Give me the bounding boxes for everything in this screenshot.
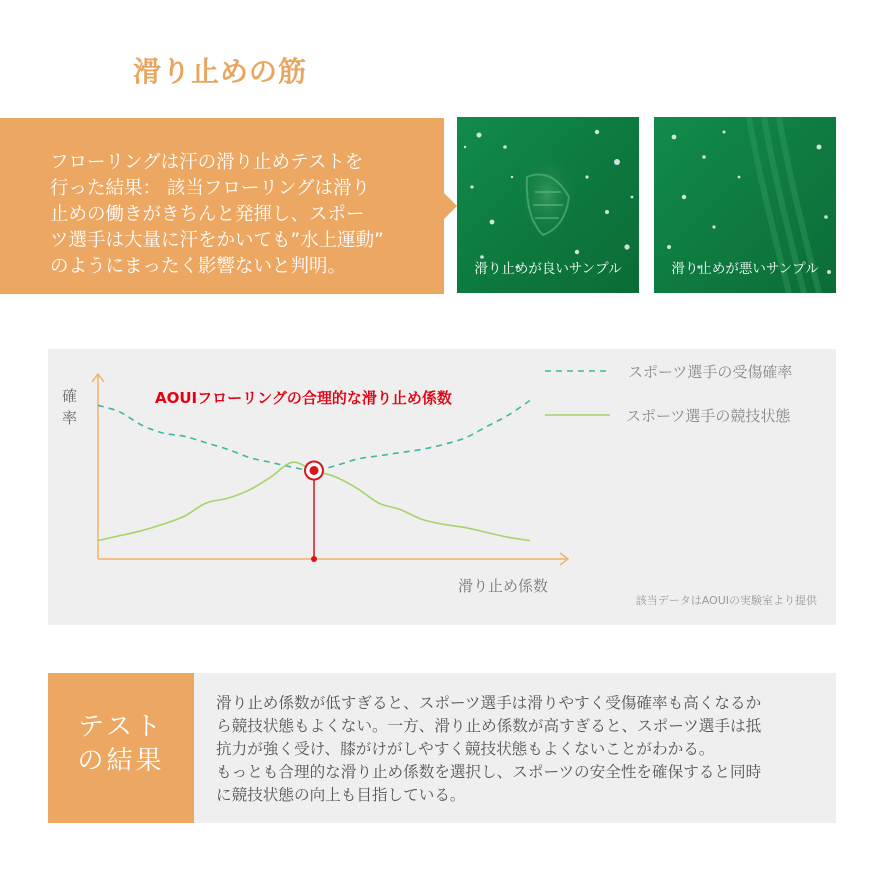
- result-label: [48, 710, 194, 778]
- series-line-injury-rate: [98, 400, 530, 470]
- result-label-line: の結果: [77, 746, 165, 776]
- result-line: もっとも合理的な滑り止め係数を選択し、スポーツの安全性を確保すると同時: [216, 763, 762, 781]
- optimal-marker-base-dot: [311, 556, 317, 562]
- y-axis-label-char: 確: [62, 387, 78, 405]
- y-axis-label-char: 率: [62, 409, 78, 427]
- x-axis-label: 滑り止め係数: [458, 577, 549, 595]
- intro-line: 行った結果： 該当フローリングは滑り: [50, 178, 371, 199]
- chart-title: AOUIフローリングの合理的な滑り止め係数: [155, 389, 452, 407]
- result-line: に競技状態の向上も目指している。: [216, 786, 466, 804]
- data-source-note: 該当データはAOUIの実験室より提供: [635, 594, 817, 607]
- legend-label-injury-rate: スポーツ選手の受傷確率: [628, 363, 793, 381]
- result-line: ら競技状態もよくない。一方、滑り止め係数が高すぎると、スポーツ選手は抵: [216, 717, 762, 735]
- legend-label-performance: スポーツ選手の競技状態: [626, 407, 791, 425]
- good-sample-label: 滑り止めが良いサンプル: [474, 261, 622, 277]
- result-line: 抗力が強く受け、膝がけがしやすく競技状態もよくないことがわかる。: [216, 740, 715, 758]
- intro-arrow: [444, 193, 457, 219]
- coefficient-chart: [48, 349, 836, 625]
- intro-line: 止めの働きがきちんと発揮し、スポー: [50, 204, 365, 225]
- bad-sample-photo: [654, 117, 836, 293]
- chart-panel: [48, 349, 836, 625]
- result-label-line: テスト: [78, 712, 164, 742]
- page-title: 滑り止めの筋: [133, 55, 308, 88]
- intro-line: フローリングは汗の滑り止めテストを: [50, 152, 364, 173]
- intro-line: ツ選手は大量に汗をかいても”水上運動”: [50, 230, 384, 251]
- result-line: 滑り止め係数が低すぎると、スポーツ選手は滑りやすく受傷確率も高くなるか: [216, 694, 762, 712]
- result-text: [216, 692, 836, 807]
- optimal-marker-dot: [310, 466, 319, 475]
- bad-sample-label: 滑り止めが悪いサンプル: [671, 261, 819, 277]
- intro-line: のようにまったく影響ないと判明。: [50, 256, 347, 277]
- intro-text: [50, 150, 420, 280]
- good-sample-photo: [457, 117, 639, 293]
